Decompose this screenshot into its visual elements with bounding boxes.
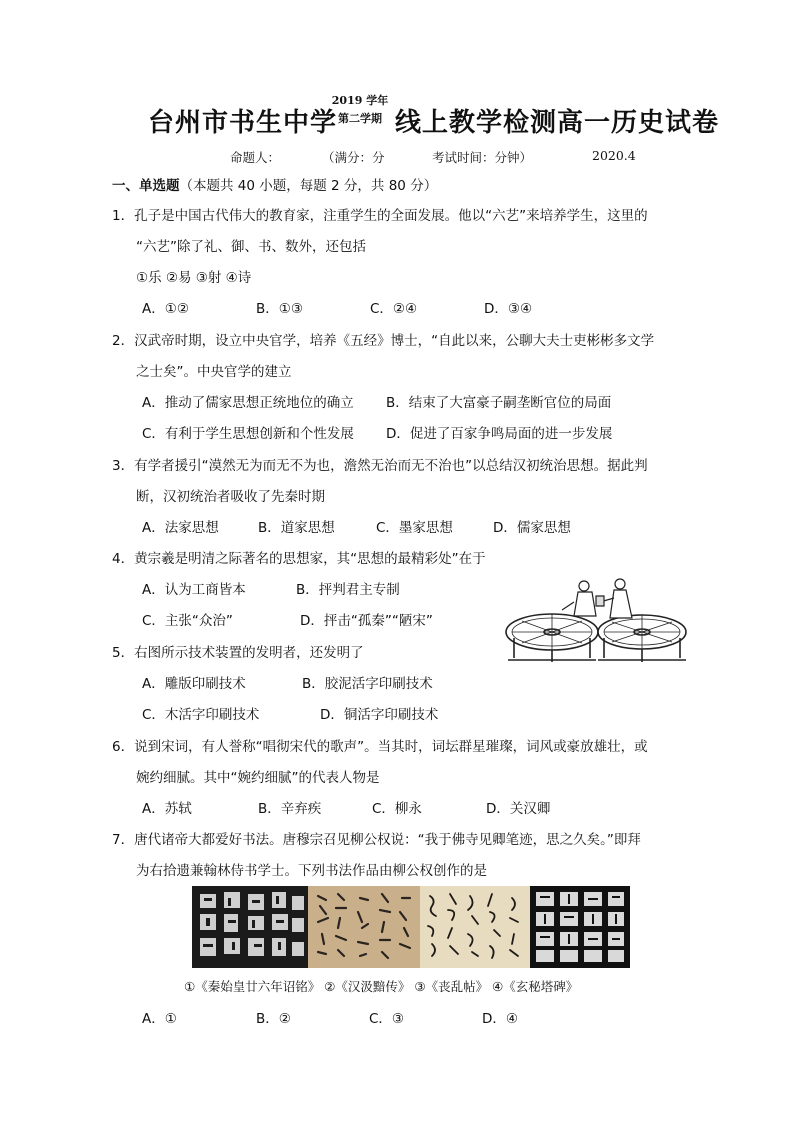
question-1-option-c[interactable]: C．②④ [370,301,418,317]
question-2-stem-cont: 之士矣”。中央官学的建立 [136,364,292,380]
question-6-stem: 6．说到宋词，有人誉称“唱彻宋代的歌声”。当其时，词坛群星璀璨，词风或豪放雄壮，或 [112,739,648,755]
question-3-option-b[interactable]: B．道家思想 [258,520,335,536]
question-1-items: ①乐 ②易 ③射 ④诗 [136,270,252,286]
section-heading [112,176,437,196]
school-term: 第二学期 [338,112,382,125]
question-1-stem: 1．孔子是中国古代伟大的教育家，注重学生的全面发展。他以“六艺”来培养学生，这里的 [112,208,648,224]
calligraphy-image-1 [192,886,308,968]
question-5-option-d[interactable]: D．铜活字印刷技术 [320,707,439,723]
question-3-stem-cont: 断，汉初统治者吸收了先秦时期 [136,489,325,505]
question-6-option-a[interactable]: A．苏轼 [142,801,192,817]
question-7-option-c[interactable]: C．③ [369,1011,405,1027]
question-5-stem: 5．右图所示技术装置的发明者，还发明了 [112,645,364,661]
question-7-option-a[interactable]: A．① [142,1011,177,1027]
question-3-option-a[interactable]: A．法家思想 [142,520,219,536]
section-label: 一、单选题 [112,178,180,194]
question-4-option-d[interactable]: D．抨击“孤秦”“陋宋” [300,613,433,629]
exam-date: 2020.4 [592,148,636,163]
question-4-option-a[interactable]: A．认为工商皆本 [142,582,246,598]
question-6-stem-cont: 婉约细腻。其中“婉约细腻”的代表人物是 [136,770,380,786]
question-6-option-c[interactable]: C．柳永 [372,801,422,817]
question-3-option-c[interactable]: C．墨家思想 [376,520,453,536]
full-score-label: （满分：分 [322,150,385,165]
question-2-option-a[interactable]: A．推动了儒家思想正统地位的确立 [142,395,354,411]
question-2-stem: 2．汉武帝时期，设立中央官学，培养《五经》博士，“自此以来，公聊大夫士吏彬彬多文学 [112,333,655,349]
question-3-stem: 3．有学者援引“漠然无为而无不为也，澹然无治而无不治也”以总结汉初统治思想。据此判 [112,458,648,474]
question-4-option-c[interactable]: C．主张“众治” [142,613,233,629]
question-5-option-c[interactable]: C．木活字印刷技术 [142,707,260,723]
question-1-stem-cont: “六艺”除了礼、御、书、数外，还包括 [136,239,366,255]
exam-title: 线上教学检测高一历史试卷 [395,108,720,138]
school-name: 台州市书生中学 [148,108,338,138]
question-6-option-b[interactable]: B．辛弃疾 [258,801,322,817]
question-2-option-c[interactable]: C．有利于学生思想创新和个性发展 [142,426,354,442]
school-year: 2019 学年 [331,94,389,107]
question-7-stem: 7．唐代诸帝大都爱好书法。唐穆宗召见柳公权说：“我于佛寺见卿笔迹，思之久矣。”即拜 [112,832,641,848]
question-1-option-a[interactable]: A．①② [142,301,189,317]
calligraphy-images [192,886,630,968]
author-label: 命题人： [230,150,281,165]
question-4-option-b[interactable]: B．抨判君主专制 [296,582,400,598]
calligraphy-image-2 [308,886,420,968]
question-7-caption: ①《秦始皇廿六年诏铭》 ②《汉汲黯传》 ③《丧乱帖》 ④《玄秘塔碑》 [184,979,579,994]
calligraphy-image-4 [530,886,630,968]
exam-time-label: 考试时间：分钟） [432,150,533,165]
question-5-option-a[interactable]: A．雕版印刷技术 [142,676,246,692]
question-7-stem-cont: 为右拾遗兼翰林侍书学士。下列书法作品由柳公权创作的是 [136,863,487,879]
calligraphy-image-3 [420,886,530,968]
question-6-option-d[interactable]: D．关汉卿 [486,801,551,817]
question-5-option-b[interactable]: B．胶泥活字印刷技术 [302,676,433,692]
section-desc: （本题共 40 小题，每题 2 分，共 80 分） [179,178,438,194]
question-1-option-b[interactable]: B．①③ [256,301,303,317]
question-7-option-b[interactable]: B．② [256,1011,291,1027]
type-wheel-illustration [500,572,690,668]
question-2-option-d[interactable]: D．促进了百家争鸣局面的进一步发展 [386,426,613,442]
question-4-stem: 4．黄宗羲是明清之际著名的思想家，其“思想的最精彩处”在于 [112,551,486,567]
question-2-option-b[interactable]: B．结束了大富豪子嗣垄断官位的局面 [386,395,612,411]
question-3-option-d[interactable]: D．儒家思想 [493,520,571,536]
question-1-option-d[interactable]: D．③④ [484,301,533,317]
question-7-option-d[interactable]: D．④ [482,1011,518,1027]
